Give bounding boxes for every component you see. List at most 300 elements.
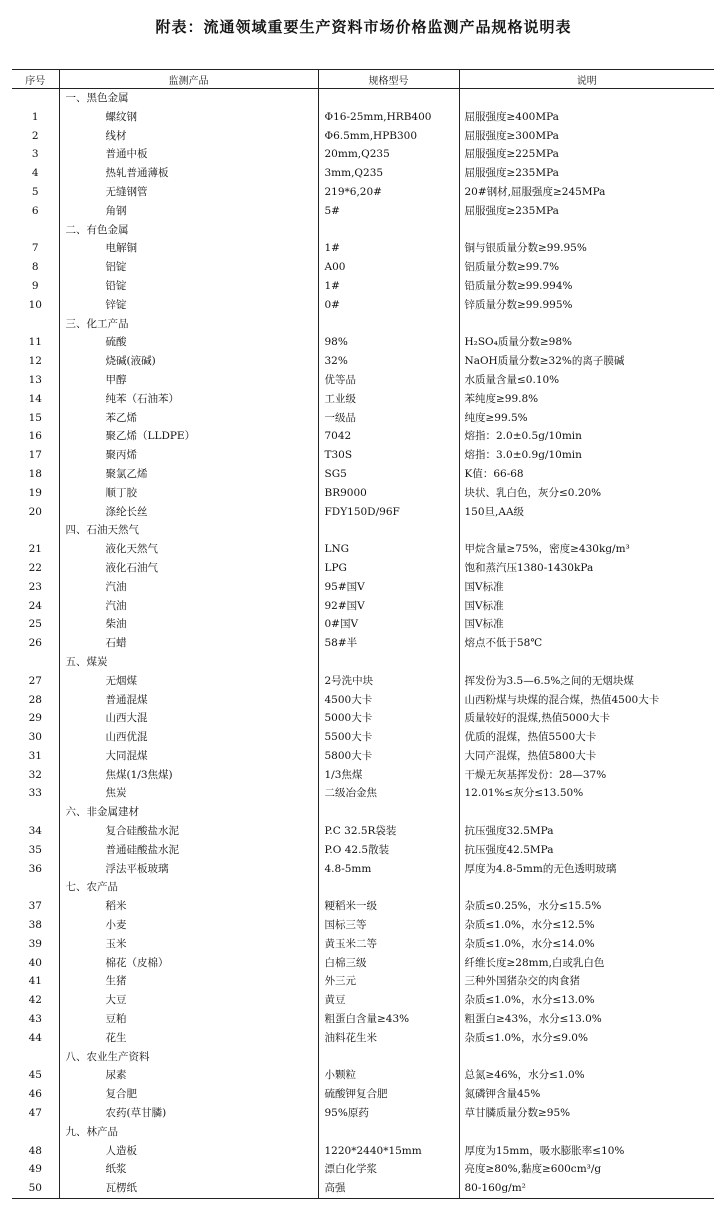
spec-cell: 92#国Ⅴ [318,597,459,616]
desc-cell: 抗压强度42.5MPa [459,841,714,860]
no-cell: 10 [28,298,42,311]
table-row [12,258,714,277]
table-row [12,634,714,653]
table-row [12,559,714,578]
desc-cell: H₂SO₄质量分数≥98% [459,333,714,352]
spec-cell [318,878,459,897]
spec-cell: 5800大卡 [318,747,459,766]
category-row [12,89,714,108]
no-cell [12,653,59,672]
category-row [12,878,714,897]
spec-cell: 58#半 [318,634,459,653]
product-cell: 聚丙烯 [59,446,318,465]
desc-cell: 抗压强度32.5MPa [459,822,714,841]
no-cell: 11 [28,336,42,349]
table-row [12,352,714,371]
desc-cell: 三种外国猪杂交的肉食猪 [459,972,714,991]
desc-cell: 粗蛋白≥43%，水分≤13.0% [459,1010,714,1029]
table-row [12,615,714,634]
table-row [12,672,714,691]
no-cell: 3 [31,148,39,161]
desc-cell: 熔指：2.0±0.5g/10min [459,427,714,446]
spec-cell: BR9000 [318,484,459,503]
spec-cell: LNG [318,540,459,559]
table-row [12,540,714,559]
spec-cell: P.O 42.5散装 [318,841,459,860]
spec-cell: 0# [318,296,459,315]
no-cell: 18 [28,467,42,480]
spec-cell [318,1123,459,1142]
category-row [12,521,714,540]
spec-cell: 5# [318,202,459,221]
category-label: 一、黑色金属 [59,89,318,108]
no-cell [12,221,59,240]
desc-cell: 纯度≥99.5% [459,409,714,428]
table-row [12,935,714,954]
product-cell: 角钢 [59,202,318,221]
no-cell: 38 [28,919,42,932]
no-cell: 9 [31,279,39,292]
no-cell [12,1048,59,1067]
category-label: 二、有色金属 [59,221,318,240]
table-row [12,841,714,860]
spec-cell: 1# [318,239,459,258]
table-row [12,822,714,841]
desc-cell: 水质量含量≤0.10% [459,371,714,390]
no-cell [12,315,59,334]
product-cell: 纸浆 [59,1160,318,1179]
table-row [12,145,714,164]
table-row [12,183,714,202]
spec-cell: P.C 32.5R袋装 [318,822,459,841]
desc-cell: 厚度为4.8-5mm的无色透明玻璃 [459,860,714,879]
header-desc: 说明 [459,70,714,89]
table-row [12,127,714,146]
table-row [12,766,714,785]
category-label: 五、煤炭 [59,653,318,672]
no-cell: 34 [28,825,42,838]
desc-cell: K值：66-68 [459,465,714,484]
product-cell: 农药(草甘膦) [59,1104,318,1123]
category-label: 九、林产品 [59,1123,318,1142]
product-cell: 汽油 [59,578,318,597]
product-cell: 复合硅酸盐水泥 [59,822,318,841]
desc-cell: 12.01%≤灰分≤13.50% [459,784,714,803]
desc-cell: 国Ⅴ标准 [459,615,714,634]
no-cell: 40 [28,956,42,969]
table-row [12,991,714,1010]
table-row [12,897,714,916]
product-cell: 山西大混 [59,709,318,728]
desc-cell: 熔点不低于58℃ [459,634,714,653]
table-row [12,390,714,409]
product-cell: 苯乙烯 [59,409,318,428]
spec-cell: 外三元 [318,972,459,991]
no-cell: 41 [28,975,42,988]
product-cell: 顺丁胶 [59,484,318,503]
no-cell [12,89,59,108]
table-row [12,578,714,597]
no-cell: 20 [28,505,42,518]
desc-cell: 甲烷含量≥75%，密度≥430kg/m³ [459,540,714,559]
product-cell: 硫酸 [59,333,318,352]
table-row [12,747,714,766]
desc-cell: 挥发份为3.5—6.5%之间的无烟块煤 [459,672,714,691]
product-cell: 电解铜 [59,239,318,258]
product-cell: 稻米 [59,897,318,916]
table-row [12,371,714,390]
product-cell: 豆粕 [59,1010,318,1029]
spec-cell: Φ6.5mm,HPB300 [318,127,459,146]
desc-cell: 草甘膦质量分数≥95% [459,1104,714,1123]
table-row [12,333,714,352]
spec-cell: 2号洗中块 [318,672,459,691]
spec-cell: 二级冶金焦 [318,784,459,803]
desc-cell: 屈服强度≥235MPa [459,164,714,183]
spec-cell: 粳稻米一级 [318,897,459,916]
spec-cell: 黄玉米二等 [318,935,459,954]
desc-cell: 氮磷钾含量45% [459,1085,714,1104]
spec-cell: 7042 [318,427,459,446]
table-row [12,427,714,446]
desc-cell: 优质的混煤，热值5500大卡 [459,728,714,747]
desc-cell: 纤维长度≥28mm,白或乳白色 [459,954,714,973]
spec-cell: Φ16-25mm,HRB400 [318,108,459,127]
table-row [12,446,714,465]
spec-cell: 98% [318,333,459,352]
no-cell: 33 [28,787,42,800]
category-row [12,221,714,240]
no-cell: 15 [28,411,42,424]
table-row [12,164,714,183]
desc-cell: 饱和蒸汽压1380-1430kPa [459,559,714,578]
product-cell: 纯苯（石油苯） [59,390,318,409]
product-cell: 浮法平板玻璃 [59,860,318,879]
no-cell: 49 [28,1163,42,1176]
no-cell: 43 [28,1013,42,1026]
product-cell: 普通硅酸盐水泥 [59,841,318,860]
desc-cell [459,803,714,822]
no-cell: 17 [28,449,42,462]
product-cell: 液化天然气 [59,540,318,559]
desc-cell: 屈服强度≥300MPa [459,127,714,146]
product-cell: 螺纹钢 [59,108,318,127]
table-row [12,691,714,710]
spec-cell [318,1048,459,1067]
spec-cell: 3mm,Q235 [318,164,459,183]
product-cell: 涤纶长丝 [59,503,318,522]
no-cell: 37 [28,900,42,913]
spec-cell: 国标三等 [318,916,459,935]
spec-cell [318,653,459,672]
no-cell: 32 [28,768,42,781]
desc-cell: 山西粉煤与块煤的混合煤，热值4500大卡 [459,691,714,710]
header-no: 序号 [12,70,59,89]
no-cell: 50 [12,1179,59,1198]
product-cell: 汽油 [59,597,318,616]
no-cell: 13 [28,373,42,386]
category-label: 四、石油天然气 [59,521,318,540]
desc-cell: 大同产混煤，热值5800大卡 [459,747,714,766]
desc-cell: 干燥无灰基挥发份：28—37% [459,766,714,785]
product-cell: 热轧普通薄板 [59,164,318,183]
spec-cell: 油料花生米 [318,1029,459,1048]
table-header-row [12,70,714,89]
product-cell: 焦煤(1/3焦煤) [59,766,318,785]
product-cell: 花生 [59,1029,318,1048]
page-title: 附表：流通领域重要生产资料市场价格监测产品规格说明表 [155,18,572,36]
no-cell: 26 [28,637,42,650]
product-cell: 石蜡 [59,634,318,653]
desc-cell [459,1048,714,1067]
spec-cell: 4.8-5mm [318,860,459,879]
desc-cell: 150旦,AA级 [459,503,714,522]
no-cell: 36 [28,862,42,875]
header-spec: 规格型号 [318,70,459,89]
product-cell: 生猪 [59,972,318,991]
no-cell: 16 [28,430,42,443]
spec-cell: 20mm,Q235 [318,145,459,164]
no-cell: 5 [31,185,39,198]
category-row [12,1123,714,1142]
no-cell: 39 [28,937,42,950]
table-row [12,239,714,258]
desc-cell: 铝质量分数≥99.7% [459,258,714,277]
desc-cell: 铜与银质量分数≥99.95% [459,239,714,258]
table-row [12,1104,714,1123]
desc-cell: 铅质量分数≥99.994% [459,277,714,296]
desc-cell: 厚度为15mm，吸水膨胀率≤10% [459,1142,714,1161]
product-cell: 甲醇 [59,371,318,390]
no-cell [12,803,59,822]
spec-cell: 高强 [318,1179,459,1198]
product-cell: 锌锭 [59,296,318,315]
desc-cell: 80-160g/m² [459,1179,714,1198]
product-cell: 焦炭 [59,784,318,803]
spec-cell: 优等品 [318,371,459,390]
header-product: 监测产品 [59,70,318,89]
spec-cell [318,315,459,334]
table-row [12,709,714,728]
spec-cell: 硫酸钾复合肥 [318,1085,459,1104]
spec-cell: 1/3焦煤 [318,766,459,785]
desc-cell [459,221,714,240]
category-label: 三、化工产品 [59,315,318,334]
product-cell: 聚乙烯（LLDPE） [59,427,318,446]
product-cell: 大同混煤 [59,747,318,766]
desc-cell: 国Ⅴ标准 [459,578,714,597]
no-cell: 12 [28,355,42,368]
table-row [12,202,714,221]
desc-cell [459,521,714,540]
category-row [12,1048,714,1067]
no-cell: 6 [31,204,39,217]
spec-cell: T30S [318,446,459,465]
desc-cell: 杂质≤1.0%，水分≤13.0% [459,991,714,1010]
spec-cell: 5500大卡 [318,728,459,747]
no-cell: 31 [28,749,42,762]
desc-cell [459,878,714,897]
table-row [12,1029,714,1048]
spec-cell: 工业级 [318,390,459,409]
spec-cell: 219*6,20# [318,183,459,202]
no-cell: 23 [28,580,42,593]
desc-cell: 杂质≤1.0%，水分≤14.0% [459,935,714,954]
no-cell [12,521,59,540]
spec-cell: 4500大卡 [318,691,459,710]
spec-cell: 漂白化学浆 [318,1160,459,1179]
table-row [12,1085,714,1104]
no-cell: 29 [28,712,42,725]
product-cell: 液化石油气 [59,559,318,578]
product-cell: 大豆 [59,991,318,1010]
product-cell: 玉米 [59,935,318,954]
no-cell: 1 [31,110,39,123]
no-cell: 4 [31,167,39,180]
table-row [12,916,714,935]
table-row [12,1010,714,1029]
table-row [12,108,714,127]
category-label: 八、农业生产资料 [59,1048,318,1067]
product-cell: 铝锭 [59,258,318,277]
spec-cell [318,221,459,240]
table-row [12,597,714,616]
desc-cell: NaOH质量分数≥32%的离子膜碱 [459,352,714,371]
spec-cell: LPG [318,559,459,578]
product-cell: 复合肥 [59,1085,318,1104]
table-row [12,954,714,973]
category-row [12,315,714,334]
no-cell: 8 [31,261,39,274]
desc-cell: 杂质≤1.0%，水分≤9.0% [459,1029,714,1048]
product-cell: 普通中板 [59,145,318,164]
spec-cell [318,521,459,540]
category-label: 七、农产品 [59,878,318,897]
desc-cell: 亮度≥80%,黏度≥600cm³/g [459,1160,714,1179]
table-row [12,728,714,747]
product-cell: 人造板 [59,1142,318,1161]
desc-cell: 国Ⅴ标准 [459,597,714,616]
spec-cell: 一级品 [318,409,459,428]
spec-cell: 小颗粒 [318,1066,459,1085]
spec-cell: 粗蛋白含量≥43% [318,1010,459,1029]
no-cell: 27 [28,674,42,687]
no-cell: 48 [28,1144,42,1157]
spec-cell [318,803,459,822]
no-cell: 35 [28,843,42,856]
spec-cell: A00 [318,258,459,277]
spec-cell: FDY150D/96F [318,503,459,522]
product-cell: 烧碱(液碱) [59,352,318,371]
no-cell: 44 [28,1031,42,1044]
desc-cell [459,653,714,672]
no-cell: 46 [28,1088,42,1101]
product-cell: 瓦楞纸 [59,1179,318,1198]
category-row [12,653,714,672]
table-body [12,89,714,1199]
product-cell: 聚氯乙烯 [59,465,318,484]
no-cell: 47 [28,1107,42,1120]
desc-cell [459,1123,714,1142]
no-cell: 22 [28,561,42,574]
spec-cell: 32% [318,352,459,371]
spec-cell: 95%原药 [318,1104,459,1123]
table-row [12,860,714,879]
no-cell [12,878,59,897]
no-cell: 14 [28,392,42,405]
table-row [12,503,714,522]
desc-cell: 屈服强度≥225MPa [459,145,714,164]
desc-cell: 总氮≥46%，水分≤1.0% [459,1066,714,1085]
desc-cell: 质量较好的混煤,热值5000大卡 [459,709,714,728]
desc-cell: 块状、乳白色，灰分≤0.20% [459,484,714,503]
table-row [12,1142,714,1161]
desc-cell [459,89,714,108]
table-row [12,972,714,991]
spec-cell: 1220*2440*15mm [318,1142,459,1161]
no-cell: 28 [28,693,42,706]
desc-cell: 杂质≤0.25%，水分≤15.5% [459,897,714,916]
product-cell: 铅锭 [59,277,318,296]
table-row [12,465,714,484]
no-cell: 7 [31,242,39,255]
no-cell: 19 [28,486,42,499]
table-row [12,784,714,803]
no-cell: 45 [28,1069,42,1082]
no-cell: 24 [28,599,42,612]
desc-cell: 苯纯度≥99.8% [459,390,714,409]
table-row [12,296,714,315]
product-cell: 山西优混 [59,728,318,747]
product-cell: 柴油 [59,615,318,634]
product-cell: 棉花（皮棉） [59,954,318,973]
desc-cell: 20#钢材,屈服强度≥245MPa [459,183,714,202]
no-cell: 42 [28,994,42,1007]
no-cell [12,1123,59,1142]
category-label: 六、非金属建材 [59,803,318,822]
spec-cell [318,89,459,108]
spec-cell: SG5 [318,465,459,484]
spec-cell: 5000大卡 [318,709,459,728]
table-row [12,277,714,296]
table-row [12,1160,714,1179]
spec-cell: 1# [318,277,459,296]
category-row [12,803,714,822]
desc-cell: 锌质量分数≥99.995% [459,296,714,315]
desc-cell: 屈服强度≥235MPa [459,202,714,221]
table-row [12,1066,714,1085]
spec-cell: 白棉三级 [318,954,459,973]
desc-cell [459,315,714,334]
desc-cell: 屈服强度≥400MPa [459,108,714,127]
product-cell: 普通混煤 [59,691,318,710]
spec-table [12,69,714,1199]
product-cell: 小麦 [59,916,318,935]
product-cell: 尿素 [59,1066,318,1085]
spec-cell: 95#国Ⅴ [318,578,459,597]
no-cell: 21 [28,543,42,556]
no-cell: 2 [31,129,39,142]
product-cell: 无烟煤 [59,672,318,691]
spec-cell: 黄豆 [318,991,459,1010]
product-cell: 线材 [59,127,318,146]
table-row [12,484,714,503]
desc-cell: 杂质≤1.0%，水分≤12.5% [459,916,714,935]
table-row [12,1179,714,1198]
desc-cell: 熔指：3.0±0.9g/10min [459,446,714,465]
spec-cell: 0#国Ⅴ [318,615,459,634]
table-row [12,409,714,428]
